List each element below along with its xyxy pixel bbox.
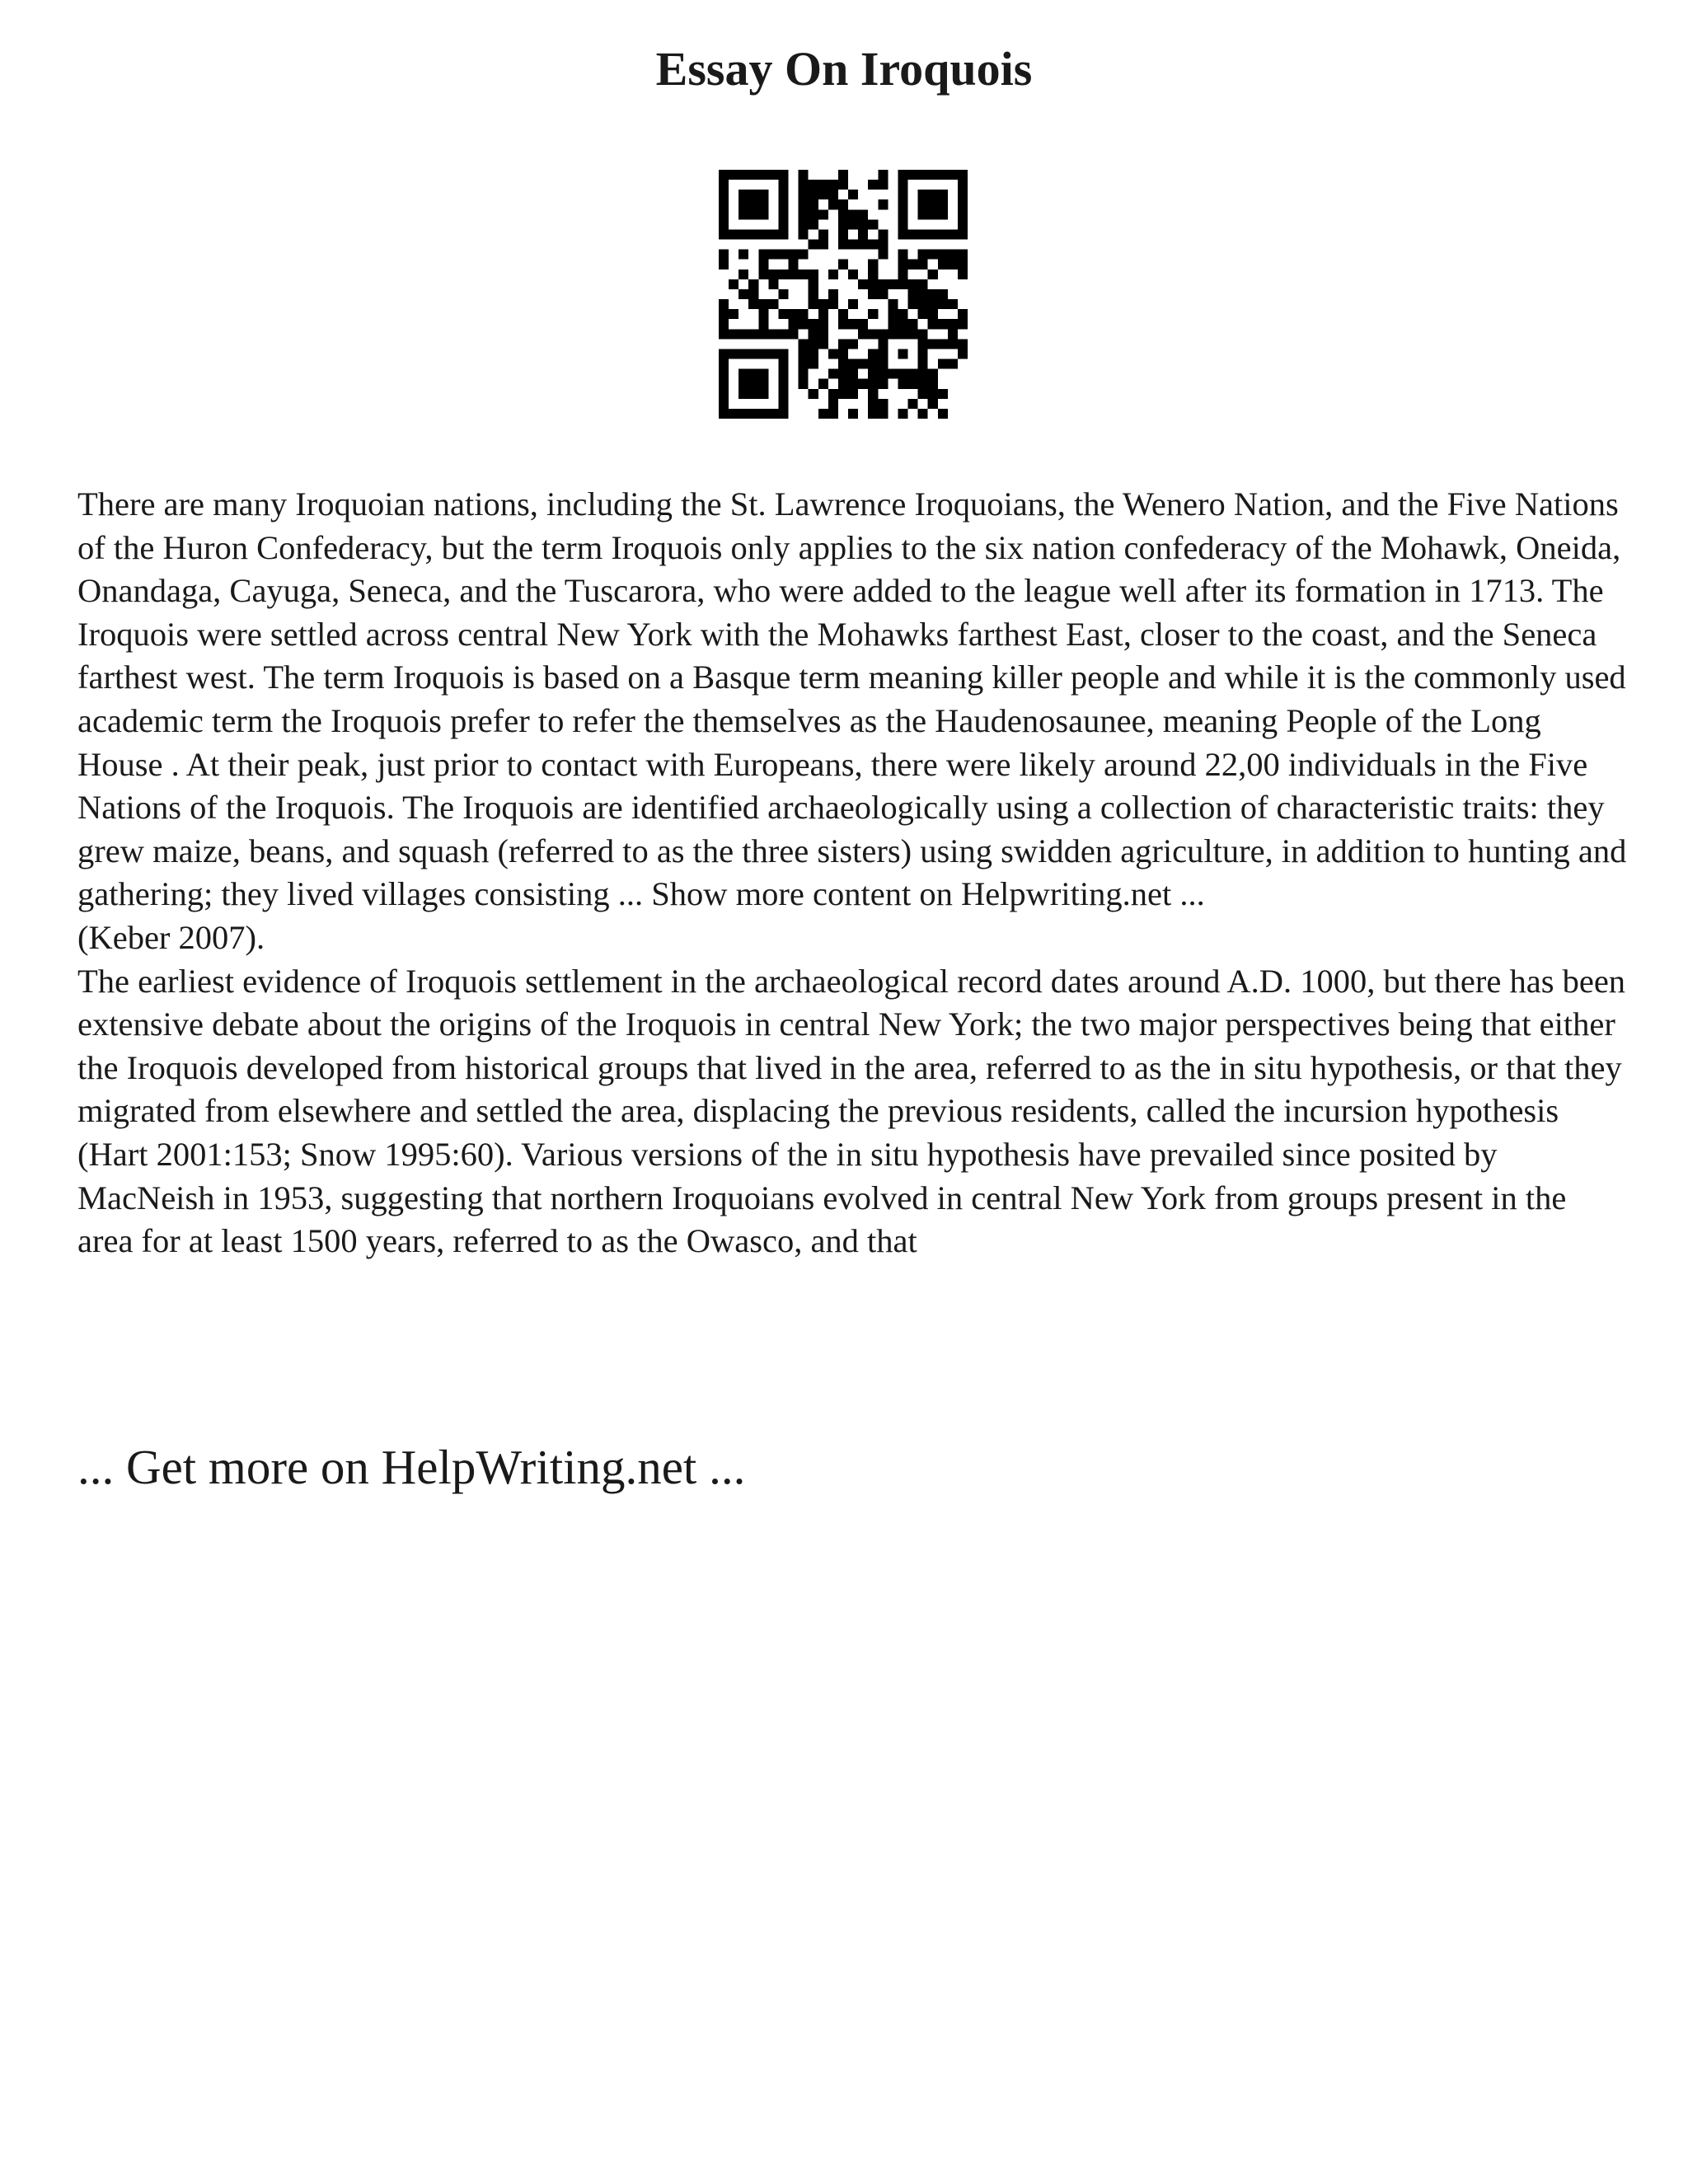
document-title: Essay On Iroquois [655,42,1033,96]
get-more-link[interactable]: ... Get more on HelpWriting.net ... [77,1440,746,1494]
essay-paragraph-origins: The earliest evidence of Iroquois settlement in the archaeological record dates around A.D. 1000, but there has been extensive debate about the origins of the Iroquois in central New York; the two major perspectives being that either the Iroquois developed from historical groups that lived in the area, referred to as the in situ hypothesis, or that they migrated from elsewhere and settled the area, displacing the previous residents, called the incursion hypothesis (Hart 2001:153; Snow 1995:60). Various versions of the in situ hypothesis have prevailed since posited by MacNeish in 1953, suggesting that northern Iroquoians evolved in central New York from groups present in the area for at least 1500 years, referred to as the Owasco, and that [77,962,1626,1260]
essay-citation: (Keber 2007). [77,918,265,956]
essay-body [77,483,1627,1263]
qr-code-icon[interactable] [719,170,968,419]
essay-paragraph-intro: There are many Iroquoian nations, including the St. Lawrence Iroquoians, the Wenero Nation, and the Five Nations of the Huron Confederacy, but the term Iroquois only applies to the six nation confederacy of the Mohawk, Oneida, Onandaga, Cayuga, Seneca, and the Tuscarora, who were added to the league well after its formation in 1713. The Iroquois were settled across central New York with the Mohawks farthest East, closer to the coast, and the Seneca farthest west. The term Iroquois is based on a Basque term meaning killer people and while it is the commonly used academic term the Iroquois prefer to refer the themselves as the Haudenosaunee, meaning People of the Long House . At their peak, just prior to contact with Europeans, there were likely around 22,00 individuals in the Five Nations of the Iroquois. The Iroquois are identified archaeologically using a collection of characteristic traits: they grew maize, beans, and squash (referred to as the three sisters) using swidden agriculture, in addition to hunting and gathering; they lived villages consisting ... Show more content on Helpwriting.net ... [77,485,1627,913]
